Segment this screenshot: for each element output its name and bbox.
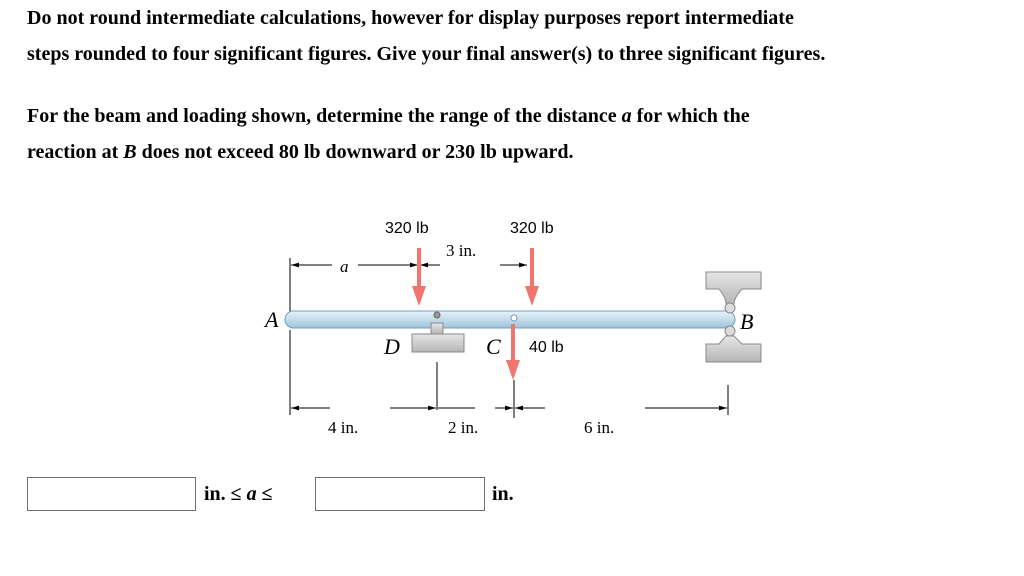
unit-low-prefix: in. ≤ <box>204 483 247 505</box>
c-pin <box>511 315 517 321</box>
label-c: C <box>486 334 501 359</box>
lower-bound-input[interactable] <box>27 477 196 511</box>
unit-low-suffix: ≤ <box>256 483 273 505</box>
label-d: D <box>384 334 400 359</box>
unit-low-variable: a <box>246 483 257 505</box>
load-arrow-c <box>506 360 520 380</box>
dim-2-label: 2 in. <box>448 418 479 437</box>
load-c-label: 40 lb <box>529 339 564 356</box>
load-arrow-left <box>412 286 426 306</box>
upper-bound-input[interactable] <box>315 477 485 511</box>
dim-a-label: a <box>340 257 349 276</box>
dim-4-label: 4 in. <box>328 418 359 437</box>
dim-3-label: 3 in. <box>446 241 477 260</box>
dimension-lines <box>291 265 727 408</box>
instructions-line-2: steps rounded to four significant figures. Give your final answer(s) to three significant figures. <box>27 43 826 65</box>
lower-bound-unit <box>204 480 273 508</box>
beam <box>285 311 735 328</box>
problem-line-1-post: for which the <box>631 105 750 127</box>
instructions-line-1: Do not round intermediate calculations, however for display purposes report intermediate <box>27 7 794 29</box>
dim-6-label: 6 in. <box>584 418 615 437</box>
problem-line-2-pre: reaction at <box>27 141 124 163</box>
problem-line-2-post: does not exceed 80 lb downward or 230 lb upward. <box>136 141 574 163</box>
label-b: B <box>740 309 754 334</box>
label-a: A <box>265 307 279 332</box>
load-right-label: 320 lb <box>510 220 554 237</box>
load-left-label: 320 lb <box>385 220 429 237</box>
upper-bound-unit: in. <box>492 483 514 505</box>
problem-line-1-pre: For the beam and loading shown, determine the range of the distance <box>27 105 622 127</box>
load-arrow-right <box>525 286 539 306</box>
extension-lines <box>290 255 728 418</box>
variable-a: a <box>621 105 632 127</box>
hinge-pin <box>434 312 440 318</box>
variable-b: B <box>123 141 137 163</box>
